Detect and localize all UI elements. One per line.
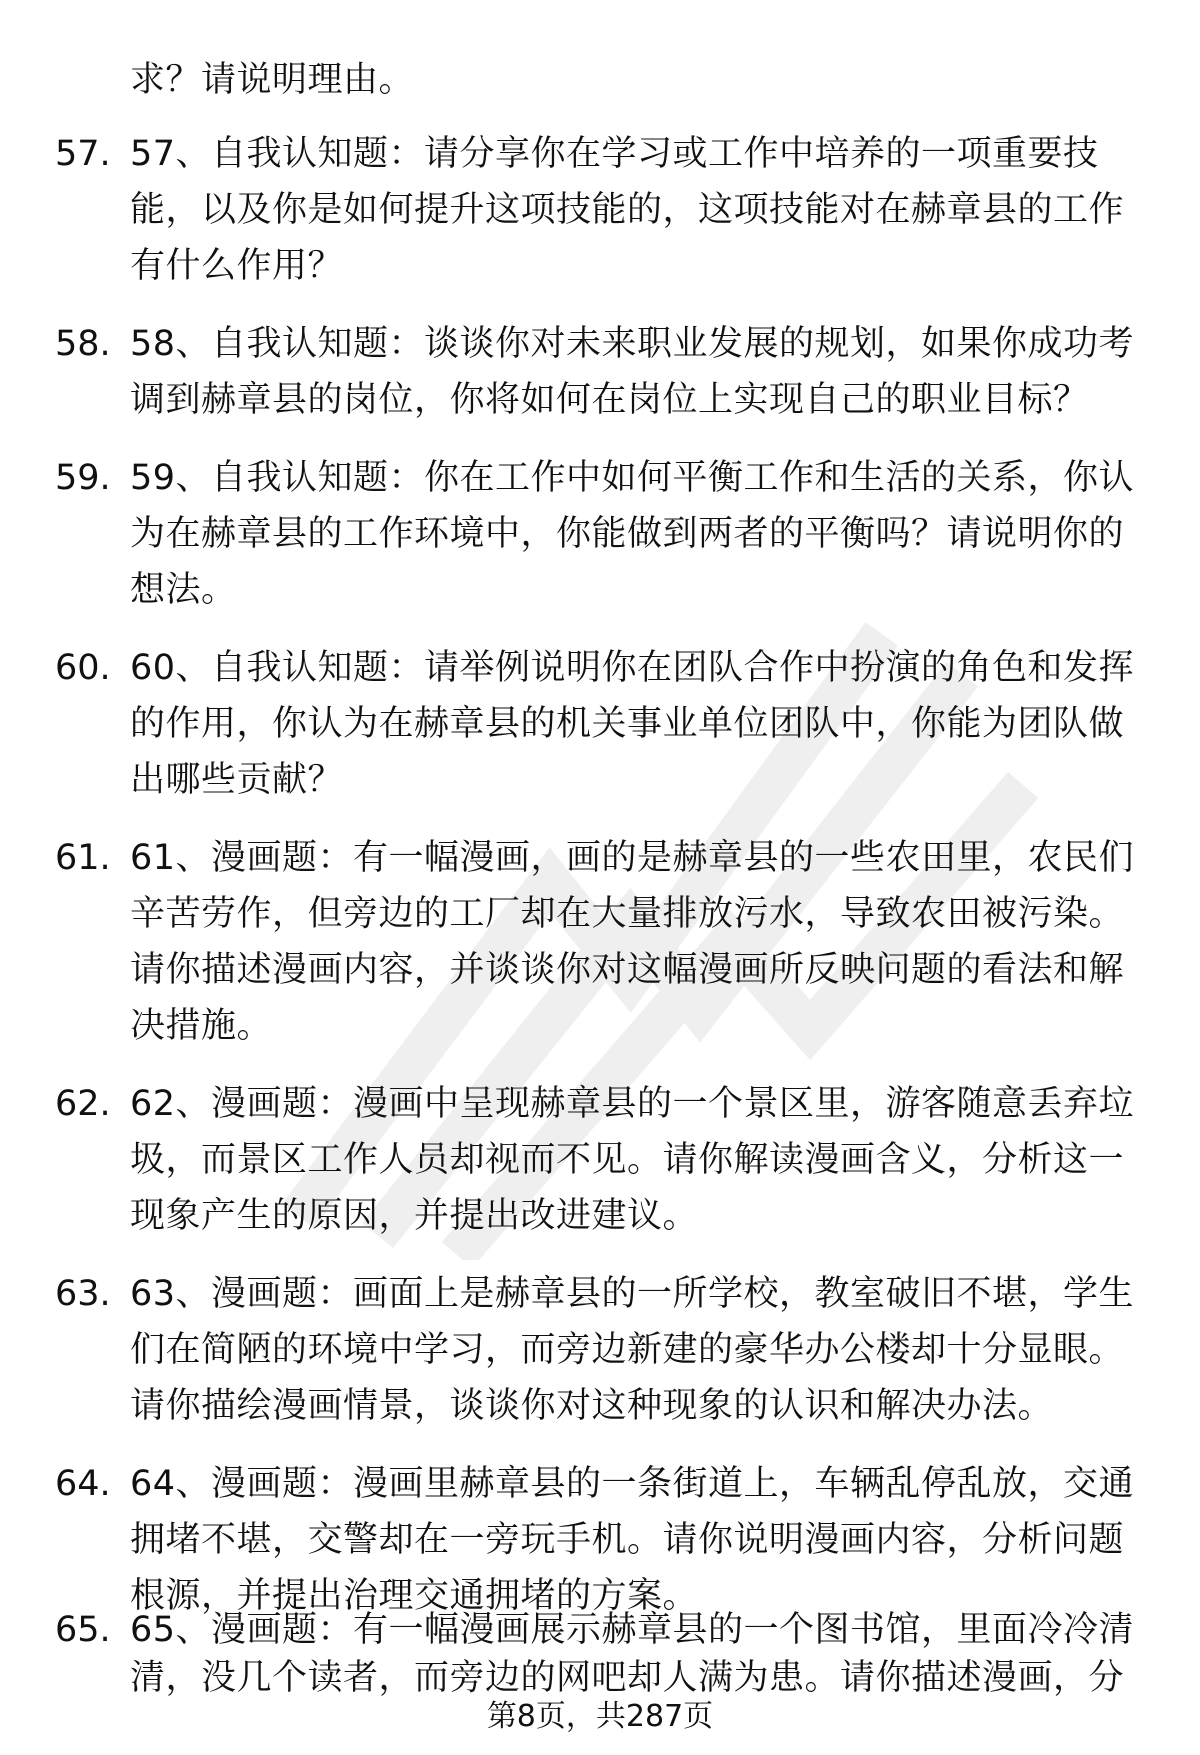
question-line: 58、自我认知题：谈谈你对未来职业发展的规划，如果你成功考	[130, 324, 1135, 364]
question-number: 62.	[55, 1084, 111, 1124]
question-line: 57、自我认知题：请分享你在学习或工作中培养的一项重要技	[130, 134, 1099, 174]
question-line: 63、漫画题：画面上是赫章县的一所学校，教室破旧不堪，学生	[130, 1274, 1135, 1314]
question-number: 59.	[55, 458, 111, 498]
page-footer: 第8页，共287页	[486, 1699, 714, 1734]
intro-line: 求？请说明理由。	[130, 60, 415, 100]
question-line: 决措施。	[130, 1006, 273, 1046]
question-line: 圾，而景区工作人员却视而不见。请你解读漫画含义，分析这一	[130, 1140, 1125, 1180]
question-line: 出哪些贡献？	[130, 760, 344, 800]
question-number: 61.	[55, 838, 111, 878]
question-number: 64.	[55, 1464, 111, 1504]
question-number: 63.	[55, 1274, 111, 1314]
question-line: 60、自我认知题：请举例说明你在团队合作中扮演的角色和发挥	[130, 648, 1135, 688]
question-line: 有什么作用？	[130, 246, 344, 286]
question-number: 65.	[55, 1610, 111, 1650]
question-line: 64、漫画题：漫画里赫章县的一条街道上，车辆乱停乱放，交通	[130, 1464, 1135, 1504]
question-line: 根源，并提出治理交通拥堵的方案。	[130, 1576, 699, 1616]
question-number: 60.	[55, 648, 111, 688]
question-number: 57.	[55, 134, 111, 174]
question-line: 61、漫画题：有一幅漫画，画的是赫章县的一些农田里，农民们	[130, 838, 1135, 878]
question-line: 清，没几个读者，而旁边的网吧却人满为患。请你描述漫画，分	[130, 1658, 1125, 1698]
question-line: 65、漫画题：有一幅漫画展示赫章县的一个图书馆，里面冷冷清	[130, 1610, 1135, 1650]
question-line: 现象产生的原因，并提出改进建议。	[130, 1196, 699, 1236]
question-number: 58.	[55, 324, 111, 364]
question-line: 们在简陋的环境中学习，而旁边新建的豪华办公楼却十分显眼。	[130, 1330, 1125, 1370]
question-line: 能，以及你是如何提升这项技能的，这项技能对在赫章县的工作	[130, 190, 1125, 230]
question-line: 辛苦劳作，但旁边的工厂却在大量排放污水，导致农田被污染。	[130, 894, 1125, 934]
question-line: 的作用，你认为在赫章县的机关事业单位团队中，你能为团队做	[130, 704, 1125, 744]
question-line: 59、自我认知题：你在工作中如何平衡工作和生活的关系，你认	[130, 458, 1135, 498]
question-line: 62、漫画题：漫画中呈现赫章县的一个景区里，游客随意丢弃垃	[130, 1084, 1135, 1124]
question-line: 请你描述漫画内容，并谈谈你对这幅漫画所反映问题的看法和解	[130, 950, 1125, 990]
question-line: 想法。	[130, 570, 237, 610]
question-line: 请你描绘漫画情景，谈谈你对这种现象的认识和解决办法。	[130, 1386, 1054, 1426]
question-line: 调到赫章县的岗位，你将如何在岗位上实现自己的职业目标？	[130, 380, 1089, 420]
question-line: 拥堵不堪，交警却在一旁玩手机。请你说明漫画内容，分析问题	[130, 1520, 1125, 1560]
question-line: 为在赫章县的工作环境中，你能做到两者的平衡吗？请说明你的	[130, 514, 1125, 554]
